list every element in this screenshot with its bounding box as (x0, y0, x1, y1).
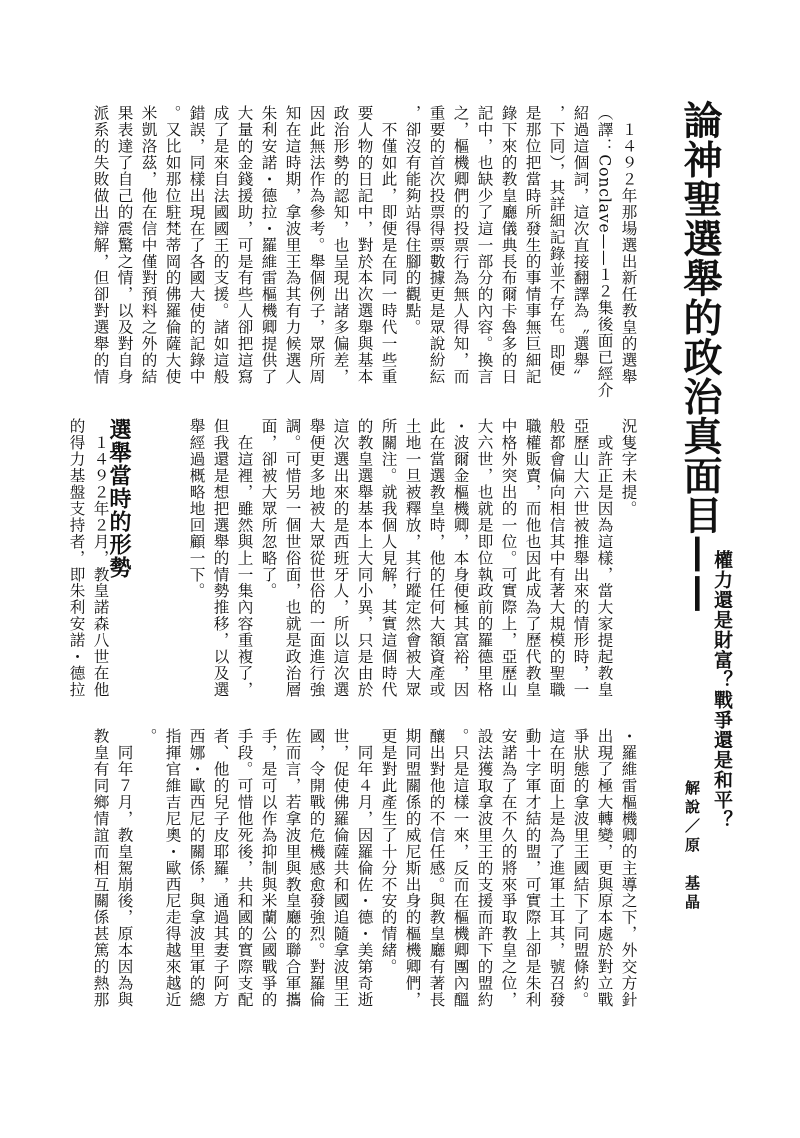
text-column: ，下同），其詳細記錄並不存在。即便 (547, 105, 566, 377)
section-heading: 選舉當時的形勢 (106, 418, 132, 579)
text-column: 況隻字未提。 (619, 418, 638, 517)
text-column: 的教皇選舉基本上大同小異，只是由於 (355, 418, 374, 698)
text-column: 錯誤，同樣出現在了各國大使的記錄中 (187, 105, 206, 385)
text-column: 錄下來的教皇廳儀典長布爾卡魯多的日 (499, 105, 518, 385)
text-column: 土地一旦被釋放，其行蹤定然會被大眾 (403, 418, 422, 698)
text-column: 大量的金錢援助，可是有些人卻把這寫 (235, 105, 254, 385)
text-column: 國，令開戰的危機感愈發強烈。對羅倫 (307, 728, 326, 1008)
text-column: 要人物的日記中，對於本次選舉與基本 (355, 105, 374, 385)
text-column: 的得力基盤支持者，即朱利安諾・德拉 (67, 418, 86, 698)
article-subtitle: 權力還是財富？戰爭還是和平？ (711, 550, 733, 830)
text-column: 中格外突出的一位。可實際上，亞歷山 (499, 418, 518, 698)
text-column: 朱利安諾・德拉・羅維雷樞機卿提供了 (259, 105, 278, 385)
text-column: 之，樞機卿們的投票行為無人得知，而 (451, 105, 470, 385)
text-column: 手段。可惜他死後，共和國的實際支配 (235, 728, 254, 1008)
text-column: 記中，也缺少了這一部分的內容。換言 (475, 105, 494, 385)
text-column: 同年４月，因羅倫佐・德・美第奇逝 (355, 728, 374, 1008)
text-column: 派系的失敗做出辯解，但卻對選舉的情 (91, 105, 110, 385)
text-column: 西娜・歐西尼的關係，與拿波里軍的總 (187, 728, 206, 1008)
text-column: 知在這時期，拿波里王為其有力候選人 (283, 105, 302, 385)
text-column: 但我還是想把選舉的情勢推移，以及選 (211, 418, 230, 698)
text-column: １４９２年那場選出新任教皇的選舉 (619, 105, 638, 385)
text-column: 更是對此產生了十分不安的情緒。 (379, 728, 398, 975)
text-column: ・波爾金樞機卿，本身便極其富裕，因 (451, 418, 470, 698)
text-column: 調。可惜另一個世俗面，也就是政治層 (283, 418, 302, 698)
text-column: 。 (139, 728, 158, 745)
text-column: 舉便更多地被大眾從世俗的一面進行強 (307, 418, 326, 698)
text-column: 同年７月，教皇駕崩後，原本因為與 (115, 728, 134, 1008)
text-column: 釀出對他的不信任感。與教皇廳有著長 (427, 728, 446, 1008)
text-column: 佐而言，若拿波里與教皇廳的聯合軍攜 (283, 728, 302, 1008)
text-column: 動十字軍才結的盟，可實際上卻是朱利 (523, 728, 542, 1008)
text-column: 是那位把當時所發生的事情事無巨細記 (523, 105, 542, 385)
text-column: １４９２年２月，教皇諾森八世在他 (91, 418, 110, 698)
text-column: 政治形勢的認知，也呈現出諸多偏差， (331, 105, 350, 385)
text-column: 大六世，也就是即位執政前的羅德里格 (475, 418, 494, 698)
text-column: 紹過這個詞，這次直接翻譯為〝選舉〞 (571, 105, 590, 385)
text-column: 出現了極大轉變，更與原本處於對立戰 (595, 728, 614, 1008)
text-column: 教皇有同鄉情誼而相互關係甚篤的熱那 (91, 728, 110, 1008)
text-column: 成了是來自法國國王的支援。諸如這般 (211, 105, 230, 385)
text-column: 爭狀態的拿波里王國結下了同盟條約。 (571, 728, 590, 1008)
text-column: 這在明面上是為了進軍土耳其，號召發 (547, 728, 566, 1008)
article-title: 論神聖選舉的政治真面目—— (677, 100, 723, 614)
text-column: 。只是這樣一來，反而在樞機卿團內醞 (451, 728, 470, 1008)
text-column: 果表達了自己的震驚之情，以及對自身 (115, 105, 134, 385)
text-column: 職權販賣，而他也因此成為了歷代教皇 (523, 418, 542, 698)
text-column: 因此無法作為參考。舉個例子，眾所周 (307, 105, 326, 385)
text-column: （譯：Conclave——１２集後面已經介 (595, 105, 614, 399)
text-column: 面，卻被大眾所忽略了。 (259, 418, 278, 599)
text-column: 不僅如此，即便是在同一時代一些重 (379, 105, 398, 385)
text-column: 或許正是因為這樣，當大家提起教皇 (595, 418, 614, 698)
text-column: 這次選出來的是西班牙人，所以這次選 (331, 418, 350, 698)
text-column: 在這裡，雖然與上一集內容重複了， (235, 418, 254, 698)
text-column: 般都會偏向相信其中有著大規模的聖職 (547, 418, 566, 698)
text-column: ，卻沒有能夠站得住腳的觀點。 (403, 105, 422, 336)
text-column: 安諾為了在不久的將來爭取教皇之位， (499, 728, 518, 1008)
article-author: 解說／原 基晶 (683, 780, 701, 913)
text-column: 舉經過概略地回顧一下。 (187, 418, 206, 599)
text-column: 設法獲取拿波里王的支援而許下的盟約 (475, 728, 494, 1008)
text-column: 者、他的兒子皮耶羅，通過其妻子阿方 (211, 728, 230, 1008)
text-column: 所關注。就我個人見解，其實這個時代 (379, 418, 398, 698)
text-column: 期同盟關係的威尼斯出身的樞機卿們， (403, 728, 422, 1008)
text-column: 亞歷山大六世被推舉出來的情形時，一 (571, 418, 590, 698)
text-column: 此在當選教皇時，他的任何大額資產或 (427, 418, 446, 698)
text-column: 。又比如那位駐梵蒂岡的佛羅倫薩大使 (163, 105, 182, 385)
text-column: 米凱洛茲，他在信中僅對預料之外的結 (139, 105, 158, 385)
text-column: 世，促使佛羅倫薩共和國追隨拿波里王 (331, 728, 350, 1008)
text-column: ・羅維雷樞機卿的主導之下，外交方針 (619, 728, 638, 1008)
text-column: 重要的首次投票得票數據更是眾說紛紜 (427, 105, 446, 385)
text-column: 指揮官維吉尼奧・歐西尼走得越來越近 (163, 728, 182, 1008)
text-column: 手，是可以作為抑制與米蘭公國戰爭的 (259, 728, 278, 1008)
